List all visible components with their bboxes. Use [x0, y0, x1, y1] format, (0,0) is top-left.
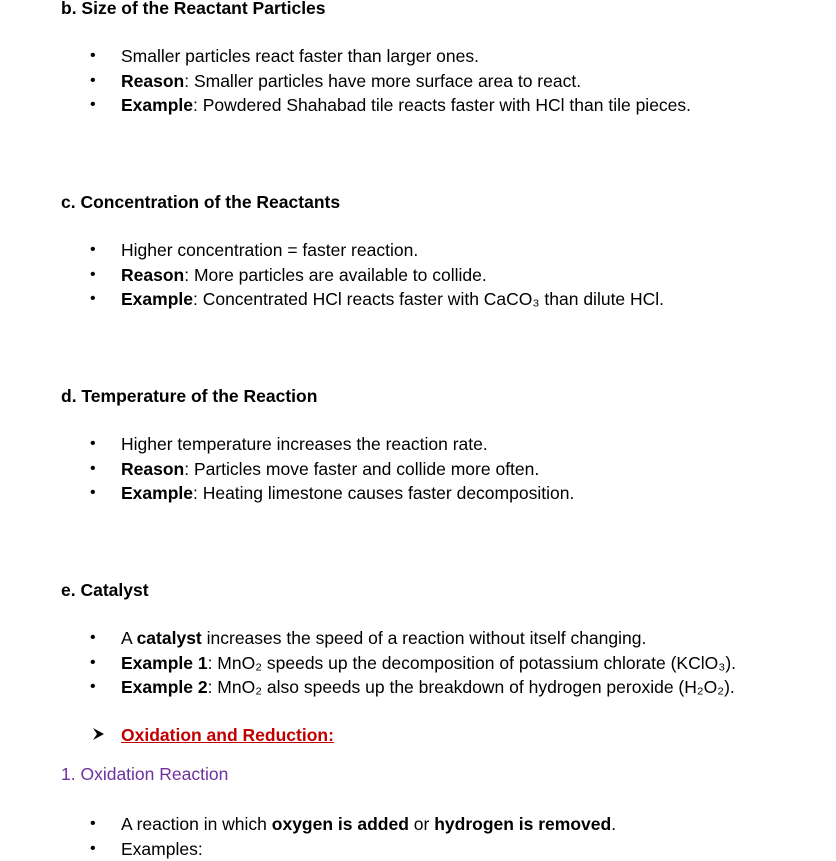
- item-pre: A reaction in which: [121, 814, 272, 834]
- heading-size-of-reactant-particles: b. Size of the Reactant Particles: [61, 0, 326, 18]
- item-text: : Concentrated HCl reacts faster with CaCO₃ than dilute HCl.: [192, 289, 665, 309]
- item-text: : MnO₂ also speeds up the breakdown of hydrogen peroxide (H₂O₂).: [207, 677, 735, 697]
- bullet-list-size: [0, 44, 691, 118]
- item-label: catalyst: [136, 628, 202, 648]
- item-label: Example: [121, 483, 193, 503]
- heading-concentration-of-reactants: c. Concentration of the Reactants: [61, 192, 341, 212]
- item-label: Example: [121, 289, 193, 309]
- item-label: Example 1: [121, 652, 208, 673]
- item-text: : More particles are available to collide.: [184, 264, 487, 285]
- item-pre: A: [121, 628, 137, 648]
- item-mid: or: [408, 814, 435, 834]
- list-item: [0, 238, 664, 263]
- item-text: : Particles move faster and collide more often.: [184, 458, 540, 479]
- bullet-list-catalyst: [0, 626, 736, 700]
- arrow-right-icon: [91, 726, 107, 742]
- list-item: [0, 812, 616, 837]
- item-label: Reason: [121, 70, 185, 91]
- list-item: [0, 651, 736, 676]
- item-post: .: [611, 814, 617, 834]
- item-text: Higher concentration = faster reaction.: [121, 240, 419, 260]
- item-text: increases the speed of a reaction without itself changing.: [201, 628, 647, 648]
- heading-temperature-of-reaction: d. Temperature of the Reaction: [61, 386, 318, 406]
- item-label: Example 2: [121, 677, 208, 697]
- bullet-list-temperature: [0, 432, 574, 506]
- item-text: : Smaller particles have more surface area to react.: [184, 70, 582, 91]
- list-item: [0, 432, 574, 457]
- list-item: [0, 626, 736, 651]
- item-text: : MnO₂ speeds up the decomposition of potassium chlorate (KClO₃).: [207, 652, 737, 673]
- list-item: [0, 263, 664, 288]
- list-item: [0, 69, 691, 94]
- list-item: [0, 44, 691, 69]
- list-item: [0, 675, 736, 700]
- item-text: Examples:: [121, 838, 203, 859]
- list-item: [0, 93, 691, 118]
- bullet-list-oxidation: [0, 812, 616, 861]
- item-label: Example: [121, 95, 193, 115]
- subheading-oxidation-reaction: 1. Oxidation Reaction: [61, 764, 229, 784]
- item-text: : Heating limestone causes faster decomposition.: [192, 483, 575, 503]
- item-bold-oxygen-added: oxygen is added: [271, 814, 409, 834]
- item-bold-hydrogen-removed: hydrogen is removed: [434, 814, 612, 834]
- item-label: Reason: [121, 458, 185, 479]
- list-item: [0, 287, 664, 312]
- heading-catalyst: e. Catalyst: [61, 580, 149, 600]
- list-item: [0, 481, 574, 506]
- item-label: Reason: [121, 264, 185, 285]
- item-text: : Powdered Shahabad tile reacts faster with HCl than tile pieces.: [192, 95, 692, 115]
- item-text: Higher temperature increases the reaction rate.: [121, 434, 488, 454]
- bullet-list-concentration: [0, 238, 664, 312]
- item-text: Smaller particles react faster than larger ones.: [121, 46, 479, 66]
- list-item: [0, 457, 574, 482]
- list-item: [0, 837, 616, 861]
- topic-oxidation-and-reduction: Oxidation and Reduction:: [121, 725, 334, 745]
